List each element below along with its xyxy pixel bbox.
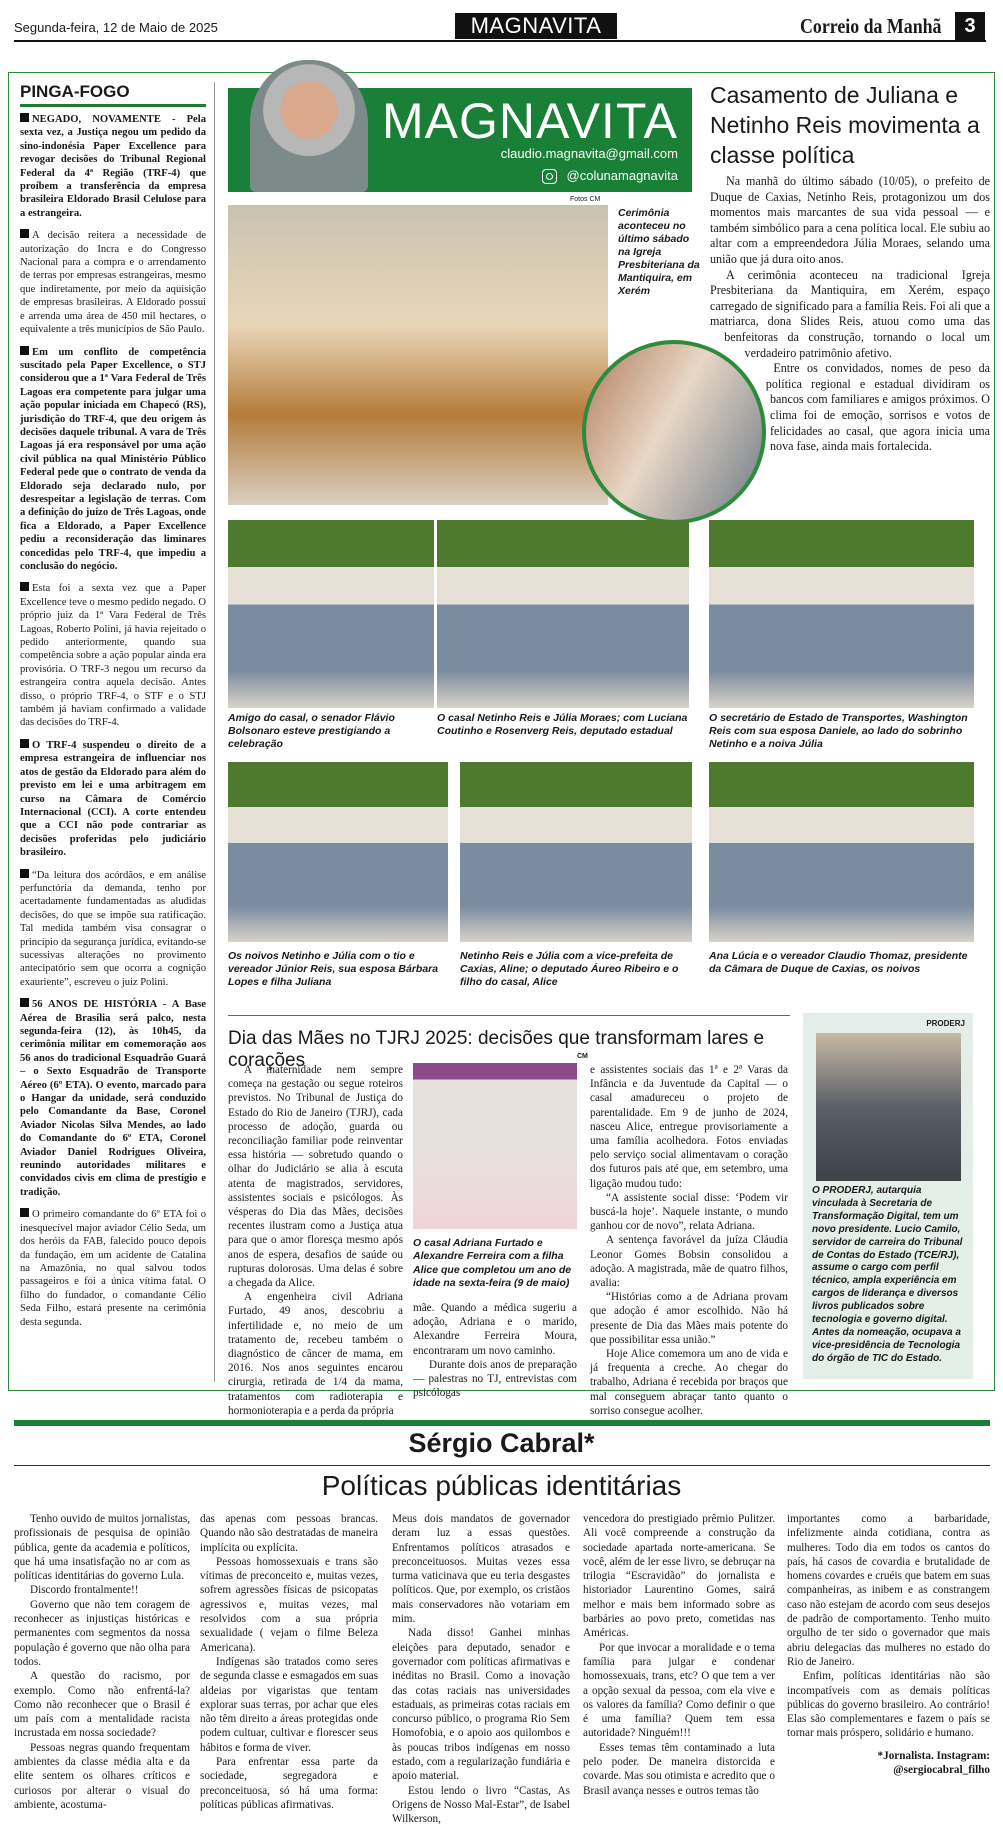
paragraph: das apenas com pessoas brancas. Quando não são destratadas de maneira implícita ou explícita. bbox=[200, 1513, 378, 1554]
president-photo bbox=[816, 1033, 961, 1181]
paragraph: Por que invocar a moralidade e o tema família para julgar e condenar homossexuais, trans, etc? O que tem a ver a opção sexual da pessoa, com ela vive e os valores da família? Como definir o que é uma família? Quem tem essa autoridade? Ninguém!!! bbox=[583, 1641, 775, 1740]
pinga-fogo-items bbox=[20, 113, 206, 1329]
paragraph: Esses temas têm contaminado a luta pelo poder. De maneira distorcida e covarde. Mas sou otimista e acredito que o Brasil avança nesses e outros temas tão bbox=[583, 1741, 775, 1797]
paragraph: Hoje Alice comemora um ano de vida e já frequenta a creche. Ao chegar do trabalho, Adriana é recebida por braços que mal conseguem abraçar tanto quanto o sorriso consegue acolher. bbox=[590, 1348, 788, 1417]
photo-caption: Os noivos Netinho e Júlia com o tio e vereador Júnior Reis, sua esposa Bárbara Lopes e filha Juliana bbox=[228, 950, 439, 988]
tjrj-headline: Dia das Mães no TJRJ 2025: decisões que transformam lares e corações bbox=[228, 1028, 765, 1071]
section-bar bbox=[14, 1420, 990, 1426]
paragraph: Pessoas negras quando frequentam ambientes da classe média alta e da elite sentem os olhares críticos e curiosos por alterar o visual do ambiente, acostuma- bbox=[14, 1741, 190, 1811]
banner-title: MAGNAVITA bbox=[381, 93, 678, 149]
opinion-column-3 bbox=[392, 1512, 570, 1827]
paragraph: Entre os convidados, nomes de peso da política regional e estadual dividiram os bancos com familiares e amigos próximos. O clima foi de emoção, sorrisos e votos de felicidades ao casal, que agora inicia uma nova fase, ainda mais fortalecida. bbox=[765, 361, 990, 454]
note-text: “Da leitura dos acórdãos, e em análise perfunctória da demanda, tenho por acertadamente fundamentadas as aludidas decisões, do que se impõe sua ratificação. Tal medida também visa consagrar o princípio da segurança jurídica, evitando-se sucessivas alterações no provimento antecipatório sem que ocorra a cognição exauriente”, escreveu o juiz Polini. bbox=[20, 869, 206, 988]
tjrj-column-1 bbox=[228, 1063, 403, 1418]
paragraph: Enfim, políticas identitárias não são incompatíveis com as demais políticas públicas do governo brasileiro. Ao contrário! Elas são complementares e fazem o país se tornar mais próspero, solidário e humano. bbox=[787, 1670, 990, 1740]
paragraph: mãe. Quando a médica sugeriu a adoção, Adriana e o marido, Alexandre Ferreira Moura, encontraram um novo caminho. bbox=[413, 1302, 577, 1357]
photo-caption: O PRODERJ, autarquia vinculada à Secretaria de Transformação Digital, tem um novo presidente. Lucio Camilo, servidor de carreira do Tribunal de Contas do Estado (TCE/RJ), assume o cargo com perfil técnico, ampla experiência em cargos de liderança e diversos livros publicados sobre tecnologia e governo digital. Antes da nomeação, ocupava a vice-presidência de Tecnologia do órgão de TIC do Estado. bbox=[812, 1185, 963, 1364]
note-text: A decisão reitera a necessidade de autorização do Incra e do Congresso Nacional para a compra e o arrendamento de terras por empresas estrangeiras, mesmo que indiretamente, por meio da aquisição de empresas brasileiras. A Eldorado possui e arrenda uma área de 450 mil hectares, o equivalente a três municípios de São Paulo. bbox=[20, 230, 206, 336]
paragraph: Na manhã do último sábado (10/05), o prefeito de Duque de Caxias, Netinho Reis, protagonizou um dos momentos mais marcantes de sua vida pessoal — e também simbólico para a cena política local. Ele subiu ao altar com a empreendedora Júlia Moraes, selando uma união que já dura oito anos. bbox=[710, 174, 990, 266]
paragraph: vencedora do prestigiado prêmio Pulitzer. Ali você compreende a construção da sociedade apartada norte-americana. Se você, além de ler esse livro, se debruçar na trilogia “Escravidão” do jornalista e historiador Laurentino Gomes, sairá melhor e mais bem informado sobre as barbáries ao povo preto, cometidas nas Américas. bbox=[583, 1513, 775, 1640]
instagram-icon bbox=[542, 169, 557, 184]
bullet-square-icon bbox=[20, 739, 29, 748]
opinion-author: Sérgio Cabral* bbox=[408, 1428, 595, 1458]
paragraph: Tenho ouvido de muitos jornalistas, profissionais de pesquisa de opinião pública, gente da academia e políticos, que há uma insatisfação no ar com as políticas identitárias do governo Lula. bbox=[14, 1513, 190, 1583]
paragraph: A questão do racismo, por exemplo. Como não enfrentá-la? Como não reconhecer que o Brasil é um país com a mentalidade racista incrustada em nossa sociedade? bbox=[14, 1670, 190, 1740]
paragraph: Meus dois mandatos de governador deram luz a essas questões. Enfrentamos políticos atrasados e preconceituosos. Muitas vezes essa turma vaticinava que eu teria desgastes políticos. Que, por exemplo, os cristãos mais conservadores não votariam em mim. bbox=[392, 1513, 570, 1626]
photo-credit: Fotos CM bbox=[570, 196, 601, 203]
tjrj-column-3 bbox=[590, 1063, 788, 1418]
columnist-portrait bbox=[250, 60, 368, 192]
paragraph: A cerimônia aconteceu na tradicional Igreja Presbiteriana da Mantiquira, em Xerém, espaço carregado de significado para a família Reis. Foi ali que a matriarca, dona Slides Reis, atuou como uma das benfeitoras da construção, tornando o local um verdadeiro patrimônio afetivo. bbox=[710, 267, 990, 360]
guest-photo bbox=[709, 520, 974, 708]
opinion-column-1 bbox=[14, 1512, 190, 1812]
paragraph: Governo que não tem coragem de reconhecer as injustiças históricas e permanentes com segmentos da nossa população é governo que não olha para todos. bbox=[14, 1598, 190, 1668]
photo-caption: O secretário de Estado de Transportes, Washington Reis com sua esposa Daniele, ao lado do sobrinho Netinho e a noiva Júlia bbox=[709, 712, 968, 750]
guest-photo bbox=[460, 762, 692, 942]
photo-credit: CM bbox=[577, 1053, 588, 1060]
pinga-fogo-note bbox=[20, 346, 206, 574]
bullet-square-icon bbox=[20, 998, 29, 1007]
opinion-title: Políticas públicas identitárias bbox=[321, 1470, 682, 1501]
pinga-fogo-note bbox=[20, 998, 206, 1199]
paragraph: Pessoas homossexuais e trans são vítimas de preconceito e, muitas vezes, sofrem agressões físicas de psicopatas agressivos e, muitas vezes, mal resolvidos com a sua própria sexualidade ( vejam o filme Beleza Americana). bbox=[200, 1555, 378, 1654]
author-email[interactable]: claudio.magnavita@gmail.com bbox=[500, 146, 678, 161]
photo-caption: Ana Lúcia e o vereador Claudio Thomaz, presidente da Câmara de Duque de Caxias, os noivos bbox=[709, 950, 968, 975]
pinga-fogo-column bbox=[20, 82, 206, 1338]
pinga-fogo-note bbox=[20, 582, 206, 729]
guest-photo bbox=[437, 520, 689, 708]
paragraph: A maternidade nem sempre começa na gestação ou segue roteiros previstos. No Tribunal de Justiça do Estado do Rio de Janeiro (TJRJ), cada processo de adoção, guarda ou reconciliação familiar pode reinventar essa história — sobretudo quando o olhar do Judiciário se alia à escuta atenta de magistrados, servidores, assistentes sociais e psicólogos. Às vésperas do Dia das Mães, decisões recentes ilustram como a Justiça atua para que o amor floresça mesmo após anos de espera, desafios de saúde ou rupturas dolorosas. Uma delas é sobre a chegada da Alice. bbox=[228, 1064, 403, 1290]
column-divider bbox=[214, 82, 215, 1382]
wedding-article bbox=[710, 174, 990, 524]
pinga-fogo-note bbox=[20, 229, 206, 336]
paragraph: “Histórias como a de Adriana provam que adoção é amor escolhido. Não há presente de Dia das Mães mais potente do que possibilitar essa união.” bbox=[590, 1291, 788, 1346]
bullet-square-icon bbox=[20, 869, 29, 878]
pinga-fogo-note bbox=[20, 739, 206, 860]
author-rule bbox=[14, 1465, 990, 1466]
paragraph: “A assistente social disse: ‘Podem vir buscá-la hoje’. Naquele instante, o mundo ganhou cor de novo”, relata Adriana. bbox=[590, 1191, 788, 1233]
bullet-square-icon bbox=[20, 582, 29, 591]
paragraph: Durante dois anos de preparação — palestras no TJ, entrevistas com psicólogas bbox=[413, 1358, 577, 1400]
paragraph: A engenheira civil Adriana Furtado, 49 anos, descobriu a infertilidade e, no meio de um tratamento de, recebeu também o diagnóstico de câncer de mama, em 2016. Nos anos seguintes encarou cirurgia, retirada de 1/4 da mama, tratamentos com radioterapia e hormonioterapia e a perda da própria bbox=[228, 1291, 403, 1417]
newspaper-name: Correio da Manhã bbox=[800, 14, 942, 38]
paragraph: Indígenas são tratados como seres de segunda classe e esmagados em suas aldeias por vigaristas que tentam explorar suas terras, por achar que eles não têm direito a áreas protegidas onde podem cultuar, cultivar e florescer seus hábitos e forma de viver. bbox=[200, 1655, 378, 1754]
proderj-box bbox=[803, 1013, 973, 1379]
instagram-handle[interactable]: @colunamagnavita bbox=[566, 168, 678, 183]
section-label: MAGNAVITA bbox=[455, 13, 617, 39]
photo-credit: PRODERJ bbox=[926, 1019, 965, 1028]
header-rule bbox=[14, 40, 986, 42]
paragraph: Discordo frontalmente!! bbox=[30, 1584, 139, 1597]
paragraph: Estou lendo o livro “Castas, As Origens de Nosso Mal-Estar”, de Isabel Wilkerson, bbox=[392, 1784, 570, 1826]
bullet-square-icon bbox=[20, 346, 29, 355]
photo-caption: Netinho Reis e Júlia com a vice-prefeita de Caxias, Aline; o deputado Áureo Ribeiro e o filho do casal, Alice bbox=[460, 950, 679, 988]
guest-photo bbox=[228, 520, 434, 708]
pinga-fogo-note bbox=[20, 113, 206, 220]
guest-photo bbox=[228, 762, 448, 942]
author-signature: *Jornalista. Instagram: @sergiocabral_filho bbox=[877, 1749, 990, 1777]
pinga-fogo-note bbox=[20, 869, 206, 990]
paragraph: Nada disso! Ganhei minhas eleições para deputado, senador e governador com políticas afirmativas e inéditas no Brasil. Como a inovação das cotas raciais nas universidades estaduais, as primeiras cotas raciais em concurso público, o programa Rio Sem Homofobia, e o apoio aos quilombos e às poucas tribos indígenas em nosso estado, com a regularização fundiária e apoio material. bbox=[392, 1627, 570, 1783]
wedding-headline: Casamento de Juliana e Netinho Reis movimenta a classe política bbox=[710, 82, 980, 168]
bullet-square-icon bbox=[20, 229, 29, 238]
opinion-column-5 bbox=[787, 1512, 990, 1777]
guest-photo bbox=[709, 762, 974, 942]
circle-wrap-area bbox=[710, 340, 770, 524]
photo-caption: O casal Netinho Reis e Júlia Moraes; com Luciana Coutinho e Rosenverg Reis, deputado estadual bbox=[437, 712, 688, 737]
note-text: 56 ANOS DE HISTÓRIA - A Base Aérea de Brasília será palco, nesta segunda-feira (12), às 10h45, da cerimônia militar em comemoração aos 56 anos do tradicional Esquadrão Guará – o Sexto Esquadrão de Transporte Aéreo (6º ETA). O evento, marcado para o Hangar da unidade, será conduzido pelo Comandante da Base, Coronel Aviador Nicolas Silva Mendes, ao lado do Comandante do 6º ETA, Coronel Aviador Daniel Rodrigues Oliveira, reunindo autoridades militares e convidados civis em clima de prestígio e tradição. bbox=[20, 999, 206, 1198]
issue-date: Segunda-feira, 12 de Maio de 2025 bbox=[14, 20, 218, 35]
bullet-square-icon bbox=[20, 113, 29, 122]
opinion-column-2 bbox=[200, 1512, 378, 1812]
bullet-square-icon bbox=[20, 1208, 29, 1217]
note-text: O primeiro comandante do 6º ETA foi o inesquecível major aviador Célio Seda, um dos heróis da FAB, falecido pouco depois da fundação, em um acidente de Catalina na Amazônia, no qual salvou todos passageiros e foi a única vítima fatal. O filho do fundador, o comandante Célio Seda Filho, estará presente na cerimônia desta segunda. bbox=[20, 1209, 206, 1328]
note-text: NEGADO, NOVAMENTE - Pela sexta vez, a Justiça negou um pedido da sino-indonésia Paper Excellence para revogar decisões do Tribunal Regional Federal da 4ª Região (TRF-4) que proíbem a transferência da empresa brasileira Eldorado Brasil Celulose para a estrangeira. bbox=[20, 114, 206, 219]
wedding-ceremony-photo bbox=[228, 205, 608, 505]
page-number: 3 bbox=[955, 12, 985, 40]
paragraph: importantes como a barbaridade, infelizmente ainda cotidiana, contra as mulheres. Todo dia em todos os cantos do país, há casos de covardia e brutalidade de homens covardes e cruéis que batem em suas companheiras, as inibem e as constrangem caso não estejam de acordo com seus desejos de padrão de comportamento. Tenho muito orgulho de ter sido o governador que mais abriu delegacias das mulheres no estado do Rio de Janeiro. bbox=[787, 1513, 990, 1668]
pinga-fogo-title: PINGA-FOGO bbox=[20, 82, 206, 107]
photo-caption: Cerimônia aconteceu no último sábado na Igreja Presbiteriana da Mantiquira, em Xerém bbox=[618, 207, 700, 297]
tjrj-column-2 bbox=[413, 1301, 577, 1400]
opinion-column-4 bbox=[583, 1512, 775, 1798]
note-text: Esta foi a sexta vez que a Paper Excellence teve o mesmo pedido negado. O próprio juiz da 1ª Vara Federal de Três Lagoas, Roberto Polini, já havia rejeitado o pedido anteriormente, quando sua competência sobre a ação popular ainda era provisória. O TRF-3 negou um recurso da estrangeira contra aquela decisão. Antes disso, o próprio TRF-4, o STF e o STJ também já haviam confirmado a validade das decisões do TRF-4. bbox=[20, 583, 206, 729]
pinga-fogo-note bbox=[20, 1208, 206, 1329]
photo-caption: Amigo do casal, o senador Flávio Bolsonaro esteve prestigiando a celebração bbox=[228, 712, 395, 750]
paragraph: e assistentes sociais das 1ª e 2ª Varas da Infância e da Juventude da Capital — o casal amadureceu o projeto de parentalidade. Em 9 de junho de 2024, nasceu Alice, entregue provisoriamente a uma família acolhedora. Fotos enviadas pelo serviço social alimentavam o coração dos futuros pais até que, em setembro, uma ligação mudou tudo: bbox=[590, 1064, 788, 1190]
photo-caption: O casal Adriana Furtado e Alexandre Ferreira com a filha Alice que completou um ano de idade na sexta-feira (9 de maio) bbox=[413, 1237, 572, 1289]
note-text: Em um conflito de competência suscitado pela Paper Excellence, o STJ considerou que a 1ª Vara Federal de Três Lagoas era competente para julgar uma ação popular iniciada em Chapecó (RS), jurisdição do TRF-4, que deu origem às decisões daquele tribunal. A vara de Três Lagoas já era responsável por uma ação civil pública na qual Ministério Público Federal pede que o contrato de venda da Eldorado seja declarado nulo, por desrespeitar a legislação de terras. Com a definição do juízo de Três Lagoas, onde fica a Eldorado, a Paper Excellence pediu a reconsideração das liminares concedidas pelo TRF-4, que impediu a conclusão do negócio. bbox=[20, 346, 206, 572]
paragraph: Para enfrentar essa parte da sociedade, segregadora e preconceituosa, só há uma forma: políticas públicas afirmativas. bbox=[200, 1756, 378, 1811]
section-rule bbox=[228, 1015, 790, 1016]
paragraph: A sentença favorável da juíza Cláudia Leonor Gomes Bobsin consolidou a adoção. A magistrada, mãe de quatro filhos, avalia: bbox=[590, 1234, 788, 1290]
note-text: O TRF-4 suspendeu o direito de a empresa estrangeira de influenciar nos atos de gestão da Eldorado para além do previsto em lei e uma arbitragem em curso na Câmara de Comércio Internacional (CCI). A corte entendeu que a CCI não pode contrariar as decisões proferidas pelo judiciário brasileiro. bbox=[20, 739, 206, 859]
family-photo bbox=[413, 1063, 577, 1229]
